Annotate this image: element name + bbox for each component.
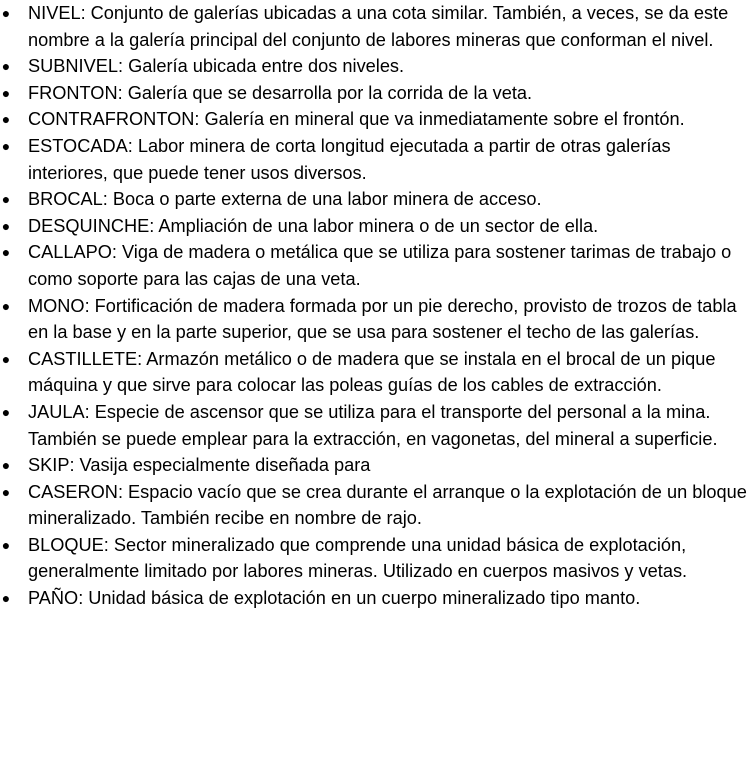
list-item-text: SKIP: Vasija especialmente diseñada para: [28, 455, 371, 476]
bullet-icon: ●: [1, 191, 11, 208]
list-item: [0, 53, 749, 80]
bullet-icon: ●: [1, 483, 11, 500]
list-item: [0, 532, 749, 585]
bullet-icon: ●: [1, 217, 11, 234]
list-item: [0, 213, 749, 240]
list-item-text: CALLAPO: Viga de madera o metálica que se utiliza para sostener tarimas de trabajo o como soporte para las cajas de una veta.: [28, 242, 732, 289]
list-item-text: BROCAL: Boca o parte externa de una labor minera de acceso.: [28, 189, 542, 210]
list-item: [0, 133, 749, 186]
list-item: [0, 239, 749, 292]
list-item-text: NIVEL: Conjunto de galerías ubicadas a una cota similar. También, a veces, se da este nombre a la galería principal del conjunto de labores mineras que conforman el nivel.: [28, 3, 729, 50]
list-item-text: PAÑO: Unidad básica de explotación en un cuerpo mineralizado tipo manto.: [28, 588, 641, 609]
bullet-icon: ●: [1, 137, 11, 154]
list-item-text: CONTRAFRONTON: Galería en mineral que va inmediatamente sobre el frontón.: [28, 109, 685, 130]
list-item-text: SUBNIVEL: Galería ubicada entre dos niveles.: [28, 56, 405, 77]
list-item: [0, 399, 749, 452]
list-item: [0, 80, 749, 107]
list-item-text: BLOQUE: Sector mineralizado que comprende una unidad básica de explotación, generalmente limitado por labores mineras. Utilizado en cuerpos masivos y vetas.: [28, 534, 688, 582]
list-item-text: CASERON: Espacio vacío que se crea durante el arranque o la explotación de un bloque mineralizado. También recibe en nombre de rajo.: [28, 481, 747, 529]
bullet-icon: ●: [1, 84, 11, 101]
list-item: [0, 585, 749, 612]
list-item-text: DESQUINCHE: Ampliación de una labor minera o de un sector de ella.: [28, 215, 599, 236]
bullet-icon: ●: [1, 58, 11, 75]
bullet-icon: ●: [1, 5, 11, 21]
bullet-icon: ●: [1, 244, 11, 261]
list-item: [0, 346, 749, 399]
bullet-icon: ●: [1, 457, 11, 474]
list-item: [0, 186, 749, 213]
bullet-icon: ●: [1, 403, 11, 420]
bullet-icon: ●: [1, 590, 11, 607]
list-item: [0, 293, 749, 346]
list-item: [0, 106, 749, 133]
list-item-text: FRONTON: Galería que se desarrolla por la corrida de la veta.: [28, 82, 533, 103]
list-item: [0, 0, 749, 53]
bullet-icon: ●: [1, 297, 11, 314]
list-item: [0, 479, 749, 532]
list-item-text: CASTILLETE: Armazón metálico o de madera que se instala en el brocal de un pique máquina y que sirve para colocar las poleas guías de los cables de extracción.: [28, 348, 716, 396]
list-item-text: JAULA: Especie de ascensor que se utiliza para el transporte del personal a la mina. También se puede emplear para la extracción, en vagonetas, del mineral a superficie.: [28, 401, 718, 449]
list-item: [0, 452, 749, 479]
bullet-icon: ●: [1, 536, 11, 553]
list-item-text: MONO: Fortificación de madera formada por un pie derecho, provisto de trozos de tabla en la base y en la parte superior, que se usa para sostener el techo de las galerías.: [28, 295, 737, 343]
list-item-text: ESTOCADA: Labor minera de corta longitud ejecutada a partir de otras galerías interiores, que puede tener usos diversos.: [28, 135, 671, 183]
bullet-icon: ●: [1, 350, 11, 367]
bullet-icon: ●: [1, 111, 11, 128]
